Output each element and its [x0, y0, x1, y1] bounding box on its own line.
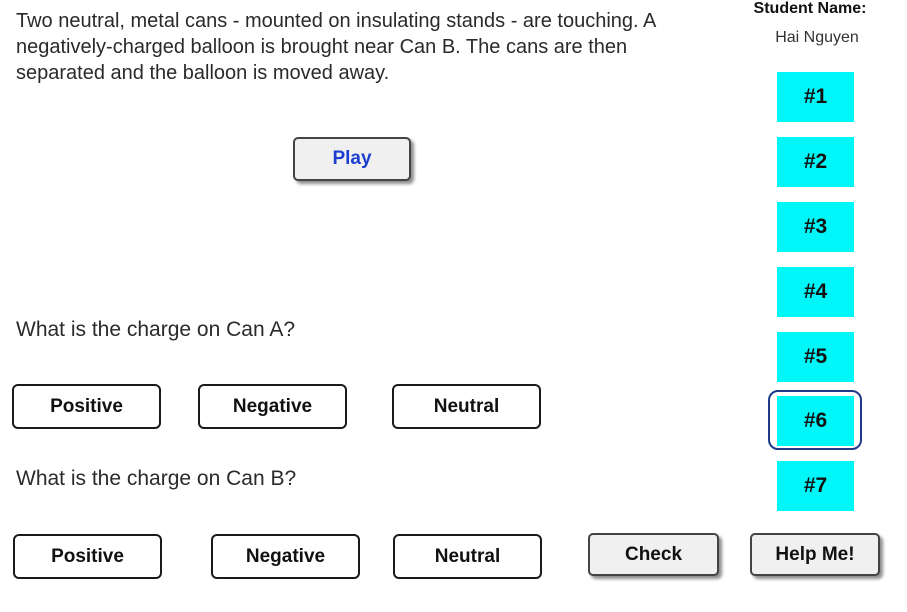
student-name-value: Hai Nguyen	[775, 29, 859, 46]
play-button[interactable]: Play	[293, 137, 411, 181]
question-nav-3[interactable]: #3	[777, 202, 854, 252]
help-me-button[interactable]: Help Me!	[750, 533, 880, 576]
can-a-negative-button[interactable]: Negative	[198, 384, 347, 429]
question-nav-5[interactable]: #5	[777, 332, 854, 382]
can-b-neutral-button[interactable]: Neutral	[393, 534, 542, 579]
question-nav-4[interactable]: #4	[777, 267, 854, 317]
student-name-label: Student Name:	[753, 0, 867, 17]
question-nav-2[interactable]: #2	[777, 137, 854, 187]
question-can-a: What is the charge on Can A?	[16, 318, 295, 341]
can-b-negative-button[interactable]: Negative	[211, 534, 360, 579]
question-can-b: What is the charge on Can B?	[16, 467, 297, 490]
can-a-positive-button[interactable]: Positive	[12, 384, 161, 429]
problem-statement: Two neutral, metal cans - mounted on insulating stands - are touching. A negatively-charged balloon is brought near Can B. The cans are then separated and the balloon is moved away.	[16, 10, 656, 84]
can-a-neutral-button[interactable]: Neutral	[392, 384, 541, 429]
question-nav-1[interactable]: #1	[777, 72, 854, 122]
can-b-positive-button[interactable]: Positive	[13, 534, 162, 579]
check-button[interactable]: Check	[588, 533, 719, 576]
question-nav-6[interactable]: #6	[777, 396, 854, 446]
question-nav-7[interactable]: #7	[777, 461, 854, 511]
